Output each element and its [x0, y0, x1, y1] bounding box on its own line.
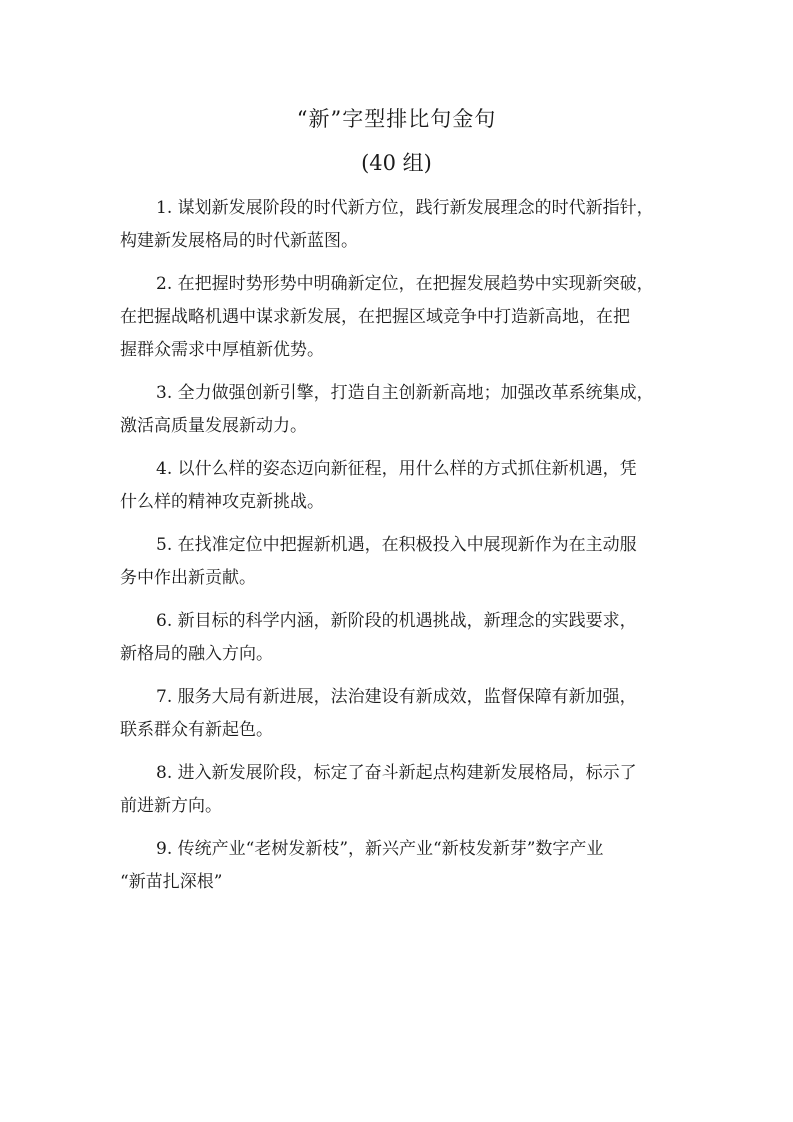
paragraph-7 [120, 681, 676, 747]
paragraph-line: 新格局的融入方向。 [120, 644, 273, 664]
paragraph-4 [120, 453, 676, 519]
paragraph-line: 联系群众有新起色。 [120, 720, 273, 740]
paragraph-5 [120, 529, 676, 595]
paragraph-line: 4. 以什么样的姿态迈向新征程，用什么样的方式抓住新机遇，凭 [156, 459, 637, 479]
paragraph-line: “新苗扎深根” [120, 872, 223, 892]
paragraph-line: 9. 传统产业“老树发新枝”，新兴产业“新枝发新芽”数字产业 [156, 839, 604, 859]
document-subtitle: (40 组) [361, 151, 432, 175]
paragraph-8 [120, 757, 676, 823]
paragraph-1 [120, 192, 676, 258]
paragraph-9 [120, 833, 676, 899]
paragraph-line: 前进新方向。 [120, 796, 222, 816]
paragraph-line: 2. 在把握时势形势中明确新定位，在把握发展趋势中实现新突破， [156, 274, 654, 294]
paragraph-line: 务中作出新贡献。 [120, 568, 256, 588]
paragraph-3 [120, 377, 676, 443]
paragraph-line: 什么样的精神攻克新挑战。 [120, 492, 324, 512]
paragraph-line: 激活高质量发展新动力。 [120, 416, 307, 436]
paragraph-line: 握群众需求中厚植新优势。 [120, 340, 324, 360]
paragraph-line: 在把握战略机遇中谋求新发展，在把握区域竞争中打造新高地，在把 [120, 307, 630, 327]
paragraph-line: 7. 服务大局有新进展，法治建设有新成效，监督保障有新加强， [156, 687, 637, 707]
paragraph-6 [120, 605, 676, 671]
paragraph-line: 3. 全力做强创新引擎，打造自主创新新高地；加强改革系统集成， [156, 383, 654, 403]
paragraph-line: 构建新发展格局的时代新蓝图。 [120, 231, 358, 251]
paragraph-2 [120, 268, 676, 367]
document-body [120, 192, 676, 909]
paragraph-line: 1. 谋划新发展阶段的时代新方位，践行新发展理念的时代新指针， [156, 198, 654, 218]
document-title: “新”字型排比句金句 [296, 107, 497, 131]
paragraph-line: 6. 新目标的科学内涵，新阶段的机遇挑战，新理念的实践要求， [156, 611, 637, 631]
paragraph-line: 8. 进入新发展阶段，标定了奋斗新起点构建新发展格局，标示了 [156, 763, 637, 783]
paragraph-line: 5. 在找准定位中把握新机遇，在积极投入中展现新作为在主动服 [156, 535, 637, 555]
